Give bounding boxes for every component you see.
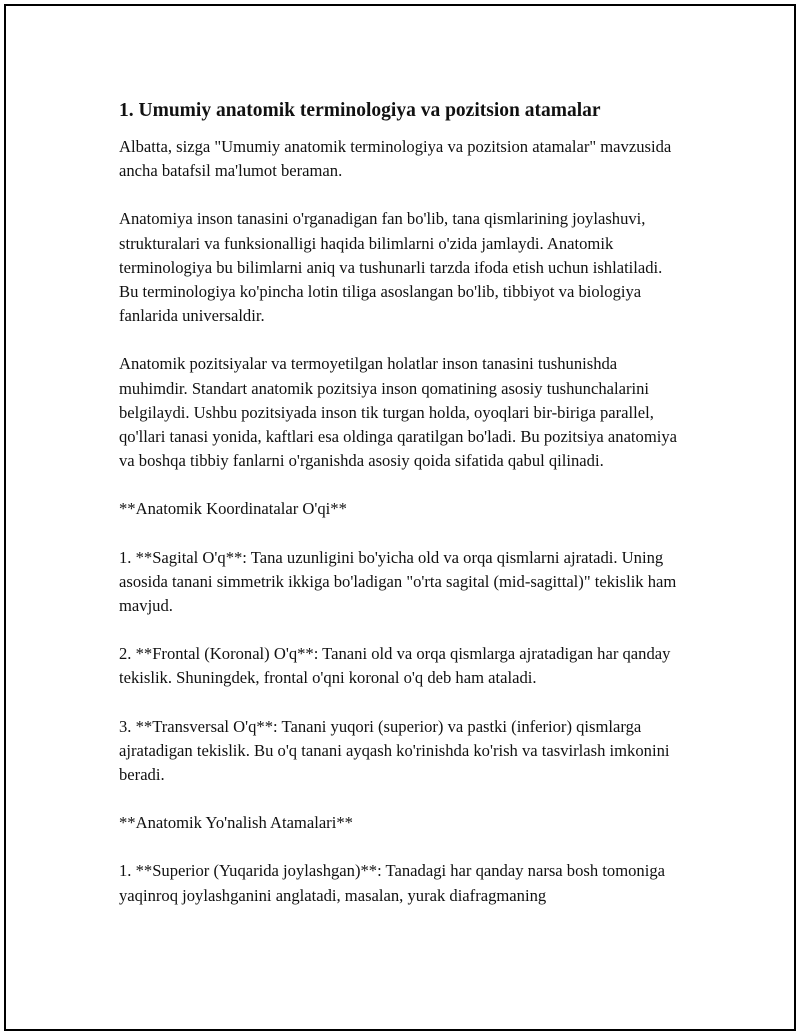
list-item-frontal: 2. **Frontal (Koronal) O'q**: Tanani old va orqa qismlarga ajratadigan har qanday tekislik. Shuningdek, frontal o'qni koronal o'q deb ham ataladi. <box>119 644 671 688</box>
paragraph-anatomical-position: Anatomik pozitsiyalar va termoyetilgan holatlar inson tanasini tushunishda muhimdir. Standart anatomik pozitsiya inson qomatining asosiy tushunchalarini belgilaydi. Ushbu pozitsiyada inson tik turgan holda, oyoqlari bir-biriga parallel, qo'llari tanasi yonida, kaftlari esa oldinga qaratilgan bo'ladi. Bu pozitsiya anatomiya va boshqa tibbiy fanlarni o'rganishda asosiy qoida sifatida qabul qilinadi. <box>119 354 678 471</box>
list-item-superior: 1. **Superior (Yuqarida joylashgan)**: Tanadagi har qanday narsa bosh tomoniga yaqinroq joylashganini anglatadi, masalan, yurak diafragmaning <box>119 861 665 905</box>
list-item-sagittal: 1. **Sagital O'q**: Tana uzunligini bo'yicha old va orqa qismlarni ajratadi. Uning asosida tanani simmetrik ikkiga bo'ladigan "o'rta sagital (mid-sagittal)" tekislik ham mavjud. <box>119 547 677 616</box>
section-heading-directions: **Anatomik Yo'nalish Atamalari** <box>119 813 353 833</box>
section-heading-axes: **Anatomik Koordinatalar O'qi** <box>119 499 347 519</box>
document-title: 1. Umumiy anatomik terminologiya va pozitsion atamalar <box>119 100 601 121</box>
document-content <box>119 98 679 932</box>
paragraph-intro: Albatta, sizga "Umumiy anatomik terminologiya va pozitsion atamalar" mavzusida ancha batafsil ma'lumot beraman. <box>119 137 672 181</box>
list-item-transversal: 3. **Transversal O'q**: Tanani yuqori (superior) va pastki (inferior) qismlarga ajratadigan tekislik. Bu o'q tanani ayqash ko'rinishda ko'rish va tasvirlash imkonini beradi. <box>119 716 670 785</box>
document-page <box>4 4 796 1031</box>
paragraph-anatomy-definition: Anatomiya inson tanasini o'rganadigan fan bo'lib, tana qismlarining joylashuvi, strukturalari va funksionalligi haqida bilimlarni o'zida jamlaydi. Anatomik terminologiya bu bilimlarni aniq va tushunarli tarzda ifoda etish uchun ishlatiladi. Bu terminologiya ko'pincha lotin tiliga asoslangan bo'lib, tibbiyot va biologiya fanlarida universaldir. <box>119 209 663 326</box>
